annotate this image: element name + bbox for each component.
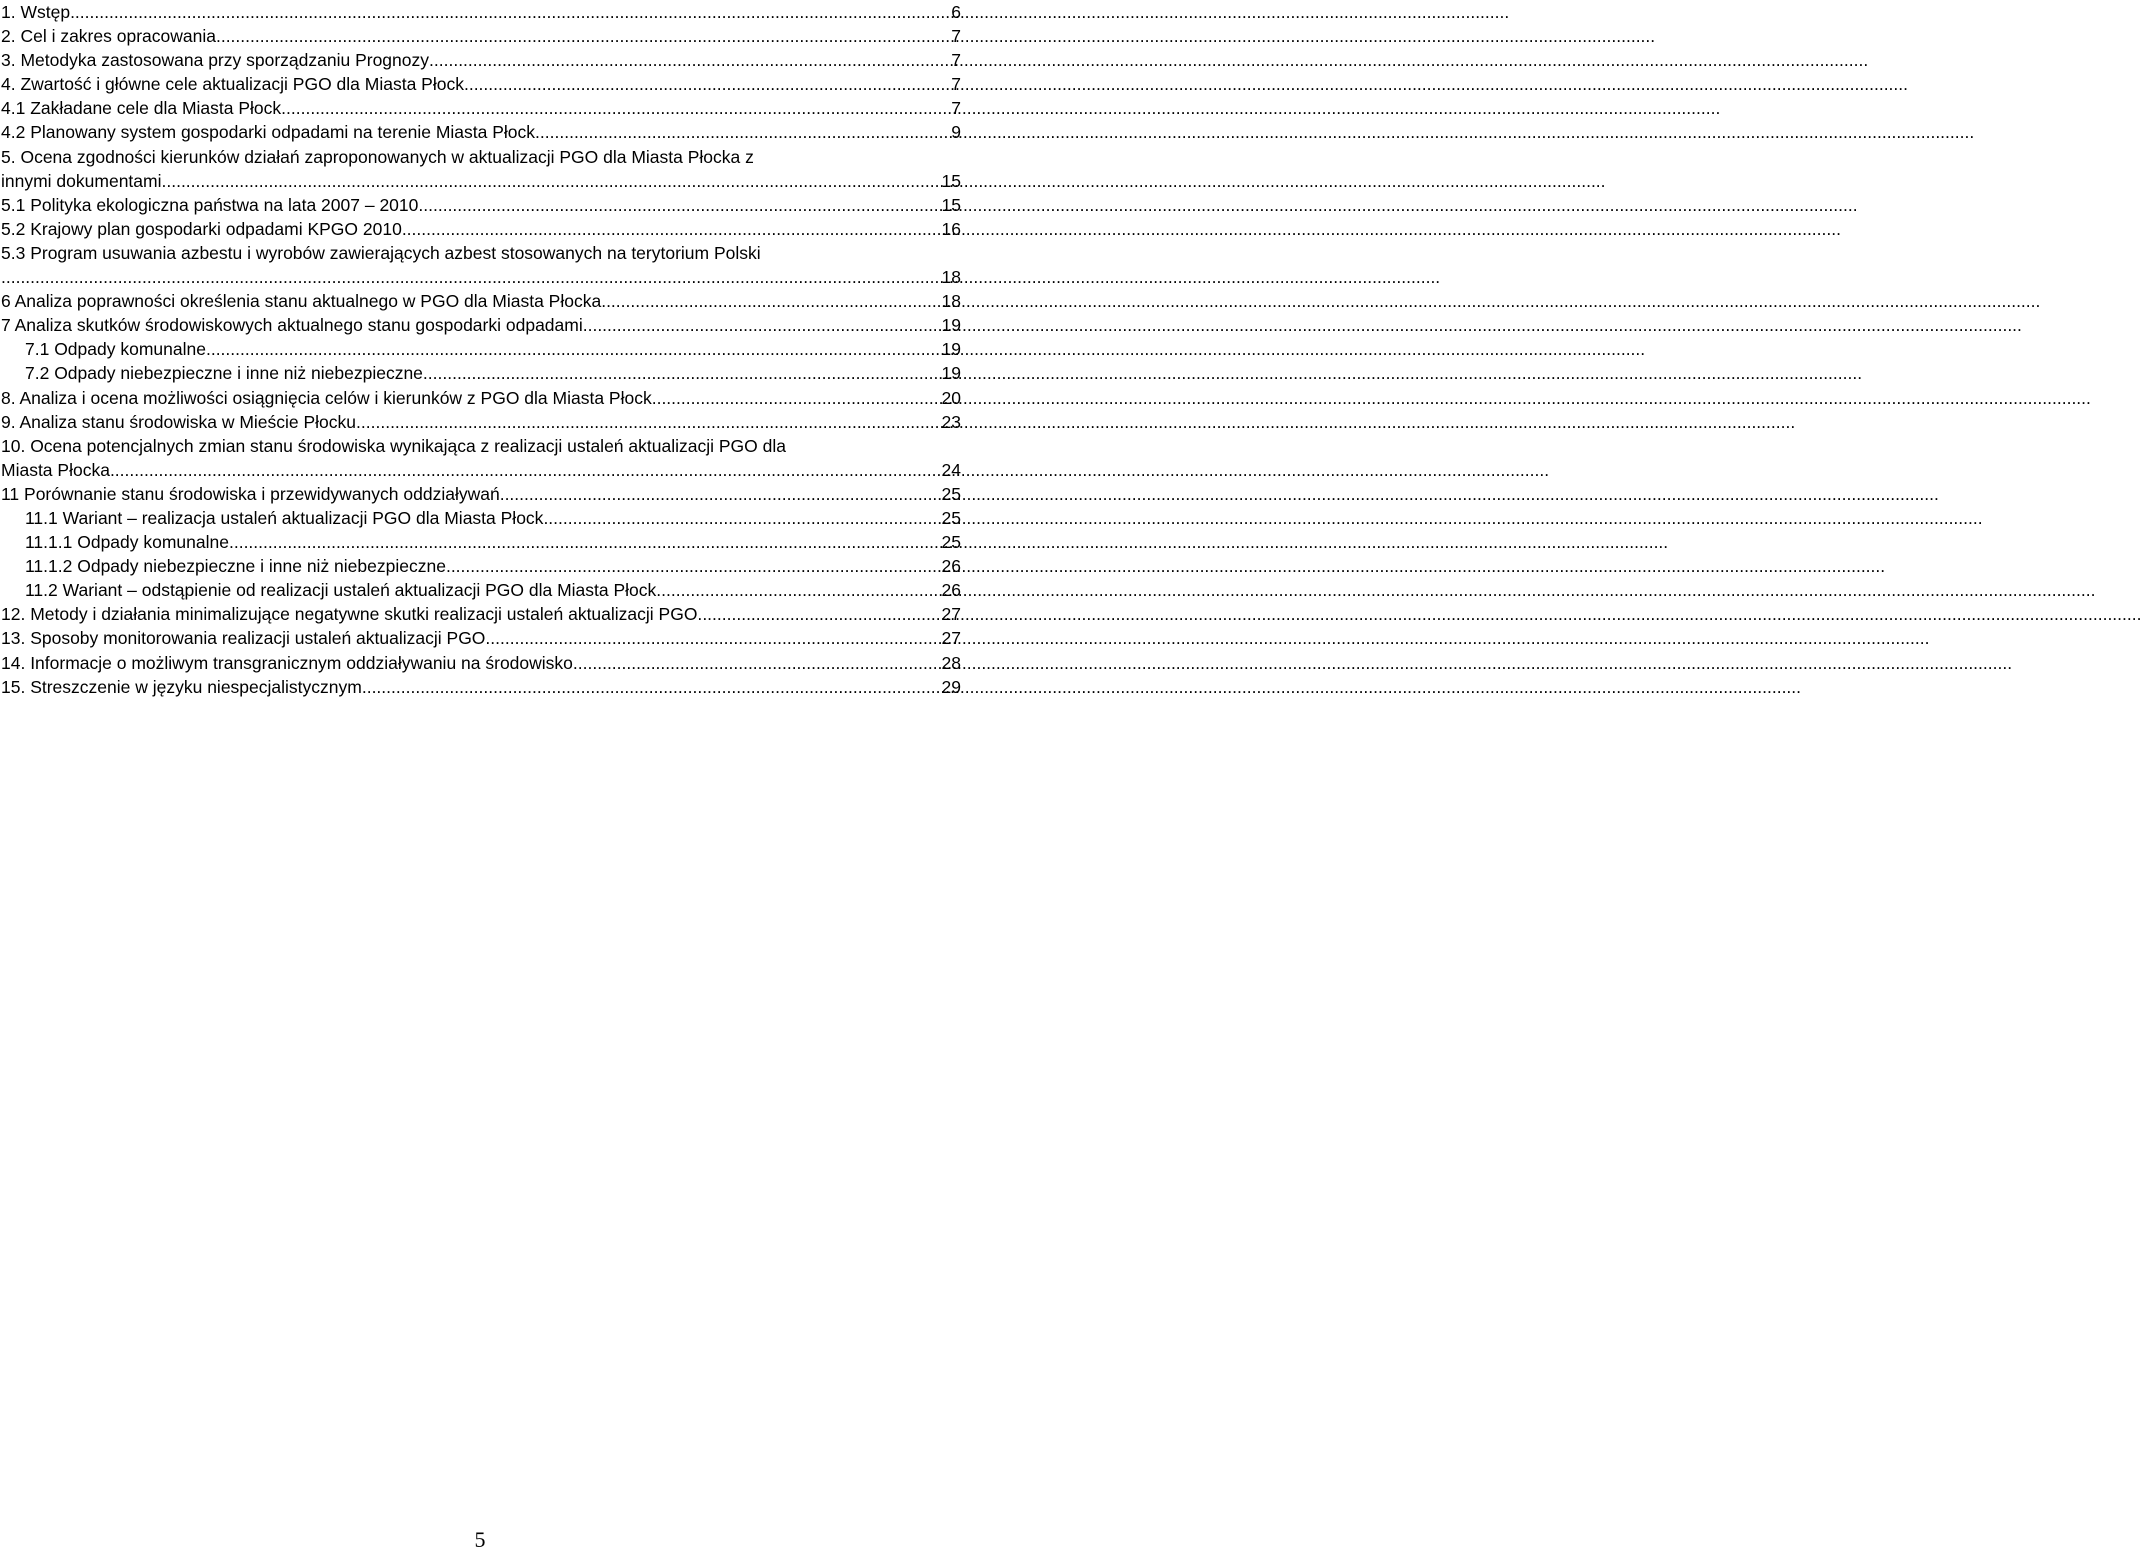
toc-entry-page: 25 — [941, 483, 961, 504]
leader-dots — [362, 675, 942, 699]
toc-entry-title: 6 Analiza poprawności określenia stanu aktualnego w PGO dla Miasta Płocka — [1, 291, 602, 312]
toc-entry-title: 8. Analiza i ocena możliwości osiągnięcia celów i kierunków z PGO dla Miasta Płock — [1, 387, 652, 408]
leader-dots — [446, 554, 942, 578]
toc-entry[interactable] — [1, 386, 962, 410]
leader-dots — [573, 651, 942, 675]
toc-entry[interactable] — [1, 602, 962, 626]
leader-dots — [110, 458, 942, 482]
leader-dots — [70, 0, 951, 24]
toc-entry[interactable] — [1, 626, 962, 650]
toc-entry[interactable] — [1, 313, 962, 337]
leader-dots — [500, 482, 942, 506]
toc-entry-page: 27 — [941, 628, 961, 649]
toc-entry-title: 7.2 Odpady niebezpieczne i inne niż niebezpieczne — [25, 363, 423, 384]
toc-entry-page: 16 — [941, 218, 961, 239]
toc-entry-title: 4. Zwartość i główne cele aktualizacji PGO dla Miasta Płock. — [1, 74, 469, 95]
toc-entry[interactable] — [1, 217, 962, 241]
leader-dots — [652, 386, 942, 410]
toc-entry-title: 10. Ocena potencjalnych zmian stanu środowiska wynikająca z realizacji ustaleń aktualizacji PGO dla — [1, 435, 786, 456]
toc-entry-title: 12. Metody i działania minimalizujące negatywne skutki realizacji ustaleń aktualizacji PGO. — [1, 604, 703, 625]
toc-entry-title: 3. Metodyka zastosowana przy sporządzaniu Prognozy — [1, 50, 430, 71]
toc-entry[interactable] — [1, 120, 962, 144]
toc-entry-title: 2. Cel i zakres opracowania — [1, 26, 216, 47]
toc-entry[interactable] — [1, 361, 962, 385]
toc-entry-title: 5.2 Krajowy plan gospodarki odpadami KPGO 2010 — [1, 218, 402, 239]
toc-entry-page: 29 — [941, 676, 961, 697]
toc-entry-page: 7 — [951, 50, 961, 71]
leader-dots — [216, 24, 951, 48]
toc-entry-title: 4.1 Zakładane cele dla Miasta Płock — [1, 98, 282, 119]
leader-dots — [166, 169, 941, 193]
toc-entry-title: 1. Wstęp — [1, 2, 71, 22]
toc-entry-title: 11.1.2 Odpady niebezpieczne i inne niż niebezpieczne — [25, 556, 446, 577]
toc-entry[interactable] — [1, 289, 962, 313]
leader-dots — [583, 313, 942, 337]
toc-entry-title-continued: innymi dokumentami. — [1, 170, 167, 191]
toc-entry[interactable] — [1, 482, 962, 506]
toc-entry-title: 5. Ocena zgodności kierunków działań zaproponowanych w aktualizacji PGO dla Miasta Płocka z — [1, 146, 754, 167]
toc-entry-page: 25 — [941, 507, 961, 528]
toc-entry-title: 14. Informacje o możliwym transgranicznym oddziaływaniu na środowisko — [1, 652, 573, 673]
toc-entry-page: 26 — [941, 580, 961, 601]
leader-dots — [656, 578, 941, 602]
toc-entry[interactable] — [1, 554, 962, 578]
table-of-contents — [1, 0, 962, 699]
toc-entry-title: 7.1 Odpady komunalne — [25, 339, 206, 360]
toc-entry-page: 28 — [941, 652, 961, 673]
leader-dots — [281, 96, 951, 120]
toc-entry[interactable] — [1, 24, 962, 48]
toc-entry-page: 18 — [941, 267, 961, 288]
toc-entry-page: 9 — [951, 122, 961, 143]
leader-dots — [702, 602, 941, 626]
toc-entry-page: 25 — [941, 532, 961, 553]
toc-entry-page: 26 — [941, 556, 961, 577]
toc-entry[interactable] — [1, 506, 962, 530]
toc-entry[interactable] — [1, 530, 962, 554]
toc-entry-title: 15. Streszczenie w języku niespecjalistycznym — [1, 676, 362, 697]
toc-entry-page: 20 — [941, 387, 961, 408]
toc-entry[interactable] — [1, 193, 962, 217]
toc-entry-title: 9. Analiza stanu środowiska w Mieście Płocku — [1, 411, 357, 432]
leader-dots — [423, 361, 942, 385]
toc-entry-page: 15 — [941, 170, 961, 191]
toc-entry-page: 7 — [951, 26, 961, 47]
toc-entry-page: 7 — [951, 74, 961, 95]
leader-dots — [535, 120, 951, 144]
leader-dots — [206, 337, 942, 361]
toc-entry-title: 11 Porównanie stanu środowiska i przewidywanych oddziaływań — [1, 483, 500, 504]
toc-entry[interactable] — [1, 72, 962, 96]
toc-entry-title: 5.1 Polityka ekologiczna państwa na lata 2007 – 2010 — [1, 194, 419, 215]
toc-entry-page: 24 — [941, 459, 961, 480]
leader-dots — [601, 289, 941, 313]
toc-entry[interactable] — [1, 96, 962, 120]
leader-dots — [490, 626, 941, 650]
toc-entry-title: 4.2 Planowany system gospodarki odpadami na terenie Miasta Płock — [1, 122, 536, 143]
leader-dots — [429, 48, 951, 72]
toc-entry[interactable] — [1, 145, 962, 193]
toc-entry-page: 15 — [941, 194, 961, 215]
toc-entry-page: 18 — [941, 291, 961, 312]
toc-entry[interactable] — [1, 651, 962, 675]
leader-dots — [543, 506, 941, 530]
toc-entry[interactable] — [1, 578, 962, 602]
toc-entry-title: 7 Analiza skutków środowiskowych aktualnego stanu gospodarki odpadami — [1, 315, 583, 336]
toc-entry-page: 19 — [941, 315, 961, 336]
toc-entry-title: 11.1.1 Odpady komunalne — [25, 532, 229, 553]
toc-entry-page: 19 — [941, 363, 961, 384]
leader-dots — [1, 265, 942, 289]
toc-entry-title: 11.1 Wariant – realizacja ustaleń aktualizacji PGO dla Miasta Płock — [25, 507, 544, 528]
leader-dots — [229, 530, 942, 554]
toc-entry-page: 27 — [941, 604, 961, 625]
toc-entry[interactable] — [1, 675, 962, 699]
toc-entry-title: 13. Sposoby monitorowania realizacji ustaleń aktualizacji PGO. — [1, 628, 491, 649]
leader-dots — [418, 193, 941, 217]
toc-entry-title: 11.2 Wariant – odstąpienie od realizacji ustaleń aktualizacji PGO dla Miasta Płock — [25, 580, 657, 601]
toc-entry-page: 7 — [951, 98, 961, 119]
page-number: 5 — [474, 1527, 486, 1552]
toc-entry-page: 23 — [941, 411, 961, 432]
toc-entry-page: 19 — [941, 339, 961, 360]
toc-entry[interactable] — [1, 48, 962, 72]
toc-entry[interactable] — [1, 434, 962, 482]
toc-entry-title-continued: Miasta Płocka — [1, 459, 110, 480]
leader-dots — [469, 72, 951, 96]
toc-entry[interactable] — [1, 410, 962, 434]
leader-dots — [356, 410, 942, 434]
toc-entry-page: 6 — [951, 2, 961, 22]
toc-entry-title: 5.3 Program usuwania azbestu i wyrobów zawierających azbest stosowanych na terytorium Polski — [1, 242, 761, 263]
toc-entry[interactable] — [1, 0, 962, 24]
leader-dots — [402, 217, 942, 241]
toc-entry[interactable] — [1, 241, 962, 289]
toc-entry[interactable] — [1, 337, 962, 361]
